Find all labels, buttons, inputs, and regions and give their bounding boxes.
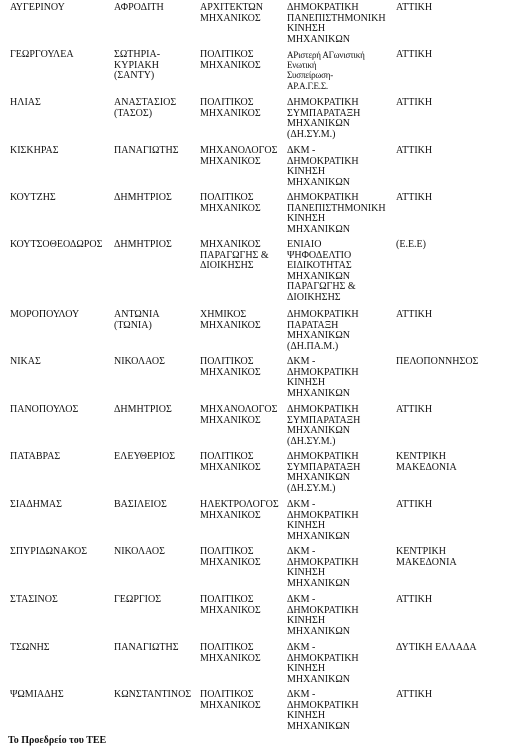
surname-cell: ΗΛΙΑΣ [10,97,41,108]
faction-cell: ΑΡιστερή ΑΓωνιστική Ενωτική Συσπείρωση- ΑΡ.Α.Γ.Ε.Σ. [287,50,365,91]
specialty-cell: ΜΗΧΑΝΟΛΟΓΟΣ ΜΗΧΑΝΙΚΟΣ [200,145,278,167]
name-cell: ΒΑΣΙΛΕΙΟΣ [114,499,167,510]
region-cell: ΑΤΤΙΚΗ [396,2,433,13]
specialty-cell: ΠΟΛΙΤΙΚΟΣ ΜΗΧΑΝΙΚΟΣ [200,689,261,711]
surname-cell: ΨΩΜΙΑΔΗΣ [10,689,64,700]
name-cell: ΝΙΚΟΛΑΟΣ [114,356,165,367]
surname-cell: ΣΤΑΣΙΝΟΣ [10,594,58,605]
name-cell: ΝΙΚΟΛΑΟΣ [114,546,165,557]
surname-cell: ΚΟΥΤΣΟΘΕΟΔΩΡΟΣ [10,239,103,250]
specialty-cell: ΠΟΛΙΤΙΚΟΣ ΜΗΧΑΝΙΚΟΣ [200,356,261,378]
name-cell: ΔΗΜΗΤΡΙΟΣ [114,404,172,415]
surname-cell: ΝΙΚΑΣ [10,356,41,367]
faction-cell: ΕΝΙΑΙΟ ΨΗΦΟΔΕΛΤΙΟ ΕΙΔΙΚΟΤΗΤΑΣ ΜΗΧΑΝΙΚΩΝ ΠΑΡΑΓΩΓΗΣ & ΔΙΟΙΚΗΣΗΣ [287,239,356,303]
region-cell: ΑΤΤΙΚΗ [396,49,433,60]
region-cell: ΑΤΤΙΚΗ [396,499,433,510]
surname-cell: ΚΟΥΤΖΗΣ [10,192,56,203]
faction-cell: ΔΚΜ - ΔΗΜΟΚΡΑΤΙΚΗ ΚΙΝΗΣΗ ΜΗΧΑΝΙΚΩΝ [287,642,359,685]
specialty-cell: ΠΟΛΙΤΙΚΟΣ ΜΗΧΑΝΙΚΟΣ [200,49,261,71]
specialty-cell: ΗΛΕΚΤΡΟΛΟΓΟΣ ΜΗΧΑΝΙΚΟΣ [200,499,279,521]
specialty-cell: ΑΡΧΙΤΕΚΤΩΝ ΜΗΧΑΝΙΚΟΣ [200,2,263,24]
surname-cell: ΠΑΤΑΒΡΑΣ [10,451,61,462]
name-cell: ΔΗΜΗΤΡΙΟΣ [114,192,172,203]
surname-cell: ΓΕΩΡΓΟΥΛΕΑ [10,49,74,60]
name-cell: ΕΛΕΥΘΕΡΙΟΣ [114,451,176,462]
faction-cell: ΔΚΜ - ΔΗΜΟΚΡΑΤΙΚΗ ΚΙΝΗΣΗ ΜΗΧΑΝΙΚΩΝ [287,546,359,589]
name-cell: ΑΝΑΣΤΑΣΙΟΣ (ΤΑΣΟΣ) [114,97,177,119]
region-cell: ΔΥΤΙΚΗ ΕΛΛΑΔΑ [396,642,477,653]
faction-cell: ΔΗΜΟΚΡΑΤΙΚΗ ΠΑΝΕΠΙΣΤΗΜΟΝΙΚΗ ΚΙΝΗΣΗ ΜΗΧΑΝΙΚΩΝ [287,2,386,45]
specialty-cell: ΠΟΛΙΤΙΚΟΣ ΜΗΧΑΝΙΚΟΣ [200,642,261,664]
specialty-cell: ΠΟΛΙΤΙΚΟΣ ΜΗΧΑΝΙΚΟΣ [200,451,261,473]
faction-cell: ΔΚΜ - ΔΗΜΟΚΡΑΤΙΚΗ ΚΙΝΗΣΗ ΜΗΧΑΝΙΚΩΝ [287,145,359,188]
specialty-cell: ΧΗΜΙΚΟΣ ΜΗΧΑΝΙΚΟΣ [200,309,261,331]
surname-cell: ΠΑΝΟΠΟΥΛΟΣ [10,404,79,415]
specialty-cell: ΜΗΧΑΝΟΛΟΓΟΣ ΜΗΧΑΝΙΚΟΣ [200,404,278,426]
faction-cell: ΔΗΜΟΚΡΑΤΙΚΗ ΣΥΜΠΑΡΑΤΑΞΗ ΜΗΧΑΝΙΚΩΝ (ΔΗ.ΣΥ.Μ.) [287,404,361,447]
region-cell: ΑΤΤΙΚΗ [396,689,433,700]
region-cell: ΑΤΤΙΚΗ [396,594,433,605]
name-cell: ΑΦΡΟΔΙΤΗ [114,2,164,13]
surname-cell: ΤΣΩΝΗΣ [10,642,50,653]
faction-cell: ΔΗΜΟΚΡΑΤΙΚΗ ΠΑΡΑΤΑΞΗ ΜΗΧΑΝΙΚΩΝ (ΔΗ.ΠΑ.Μ.) [287,309,359,352]
surname-cell: ΣΙΑΔΗΜΑΣ [10,499,62,510]
faction-cell: ΔΗΜΟΚΡΑΤΙΚΗ ΣΥΜΠΑΡΑΤΑΞΗ ΜΗΧΑΝΙΚΩΝ (ΔΗ.ΣΥ.Μ.) [287,97,361,140]
region-cell: ΠΕΛΟΠΟΝΝΗΣΟΣ [396,356,479,367]
name-cell: ΔΗΜΗΤΡΙΟΣ [114,239,172,250]
region-cell: (Ε.Ε.Ε) [396,239,426,250]
name-cell: ΚΩΝΣΤΑΝΤΙΝΟΣ [114,689,192,700]
footer-signature: Το Προεδρείο του ΤΕΕ [8,735,107,746]
name-cell: ΠΑΝΑΓΙΩΤΗΣ [114,642,179,653]
name-cell: ΠΑΝΑΓΙΩΤΗΣ [114,145,179,156]
surname-cell: ΜΟΡΟΠΟΥΛΟΥ [10,309,80,320]
faction-cell: ΔΚΜ - ΔΗΜΟΚΡΑΤΙΚΗ ΚΙΝΗΣΗ ΜΗΧΑΝΙΚΩΝ [287,689,359,732]
name-cell: ΣΩΤΗΡΙΑ- ΚΥΡΙΑΚΗ (ΣΑΝΤΥ) [114,49,161,82]
specialty-cell: ΠΟΛΙΤΙΚΟΣ ΜΗΧΑΝΙΚΟΣ [200,192,261,214]
specialty-cell: ΠΟΛΙΤΙΚΟΣ ΜΗΧΑΝΙΚΟΣ [200,546,261,568]
faction-cell: ΔΚΜ - ΔΗΜΟΚΡΑΤΙΚΗ ΚΙΝΗΣΗ ΜΗΧΑΝΙΚΩΝ [287,499,359,542]
surname-cell: ΣΠΥΡΙΔΩΝΑΚΟΣ [10,546,88,557]
name-cell: ΑΝΤΩΝΙΑ (ΤΩΝΙΑ) [114,309,160,331]
specialty-cell: ΜΗΧΑΝΙΚΟΣ ΠΑΡΑΓΩΓΗΣ & ΔΙΟΙΚΗΣΗΣ [200,239,269,272]
faction-cell: ΔΗΜΟΚΡΑΤΙΚΗ ΠΑΝΕΠΙΣΤΗΜΟΝΙΚΗ ΚΙΝΗΣΗ ΜΗΧΑΝΙΚΩΝ [287,192,386,235]
region-cell: ΑΤΤΙΚΗ [396,97,433,108]
region-cell: ΑΤΤΙΚΗ [396,309,433,320]
region-cell: ΚΕΝΤΡΙΚΗ ΜΑΚΕΔΟΝΙΑ [396,451,457,473]
faction-cell: ΔΗΜΟΚΡΑΤΙΚΗ ΣΥΜΠΑΡΑΤΑΞΗ ΜΗΧΑΝΙΚΩΝ (ΔΗ.ΣΥ.Μ.) [287,451,361,494]
surname-cell: ΚΙΣΚΗΡΑΣ [10,145,59,156]
region-cell: ΑΤΤΙΚΗ [396,404,433,415]
region-cell: ΑΤΤΙΚΗ [396,192,433,203]
faction-cell: ΔΚΜ - ΔΗΜΟΚΡΑΤΙΚΗ ΚΙΝΗΣΗ ΜΗΧΑΝΙΚΩΝ [287,594,359,637]
region-cell: ΚΕΝΤΡΙΚΗ ΜΑΚΕΔΟΝΙΑ [396,546,457,568]
specialty-cell: ΠΟΛΙΤΙΚΟΣ ΜΗΧΑΝΙΚΟΣ [200,97,261,119]
specialty-cell: ΠΟΛΙΤΙΚΟΣ ΜΗΧΑΝΙΚΟΣ [200,594,261,616]
surname-cell: ΑΥΓΕΡΙΝΟΥ [10,2,65,13]
name-cell: ΓΕΩΡΓΙΟΣ [114,594,162,605]
region-cell: ΑΤΤΙΚΗ [396,145,433,156]
faction-cell: ΔΚΜ - ΔΗΜΟΚΡΑΤΙΚΗ ΚΙΝΗΣΗ ΜΗΧΑΝΙΚΩΝ [287,356,359,399]
